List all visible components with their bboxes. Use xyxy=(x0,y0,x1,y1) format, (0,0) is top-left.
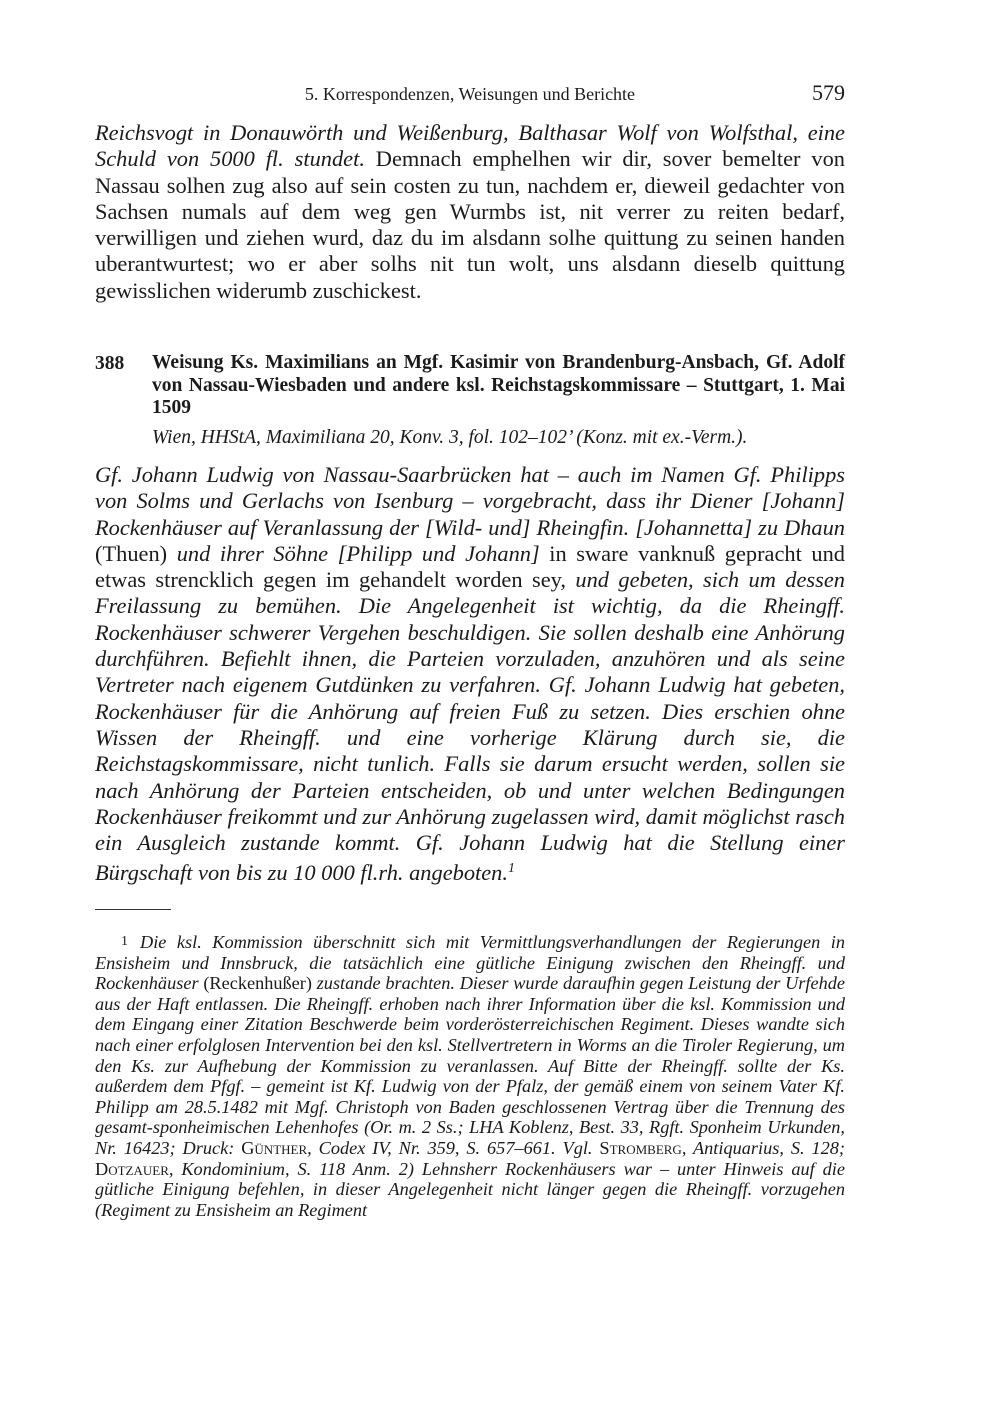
footnote-divider xyxy=(95,909,171,910)
document-number: 388 xyxy=(95,353,125,374)
footnote-text-1: Die ksl. Kommission überschnitt sich mit Vermittlungsverhandlungen der Regierungen in Ensisheim und Innsbruck, die tatsächlich eine gütliche Einigung zwischen den Rheingff. und Rockenhäuser xyxy=(95,932,845,994)
footnote-variant-name: (Reckenhußer) xyxy=(203,973,312,994)
regest-paragraph xyxy=(95,462,845,887)
document-title: Weisung Ks. Maximilians an Mgf. Kasimir von Brandenburg-Ansbach, Gf. Adolf von Nassau-Wiesbaden und andere ksl. Reichstagskommissare – Stuttgart, 1. Mai 1509 xyxy=(152,352,845,418)
footnote-text-2: zustande brachten. Dieser wurde daraufhin gegen Leistung der Urfehde aus der Haft entlassen. Die Rheingff. erhoben nach ihrer Information über die ksl. Kommission und dem Eingang einer Zitation Beschwerde beim vorderösterreichischen Regiment. Dieses wandte sich nach einer erfolglosen Intervention bei den ksl. Stellvertretern in Worms an die Tiroler Regierung, um den Ks. zur Aufhebung der Kommission zu veranlassen. Auf Bitte der Rheingff. sollte der Ks. außerdem dem Pfgf. – gemeint ist Kf. Ludwig von der Pfalz, der gemäß einem von seinem Vater Kf. Philipp am 28.5.1482 mit Mgf. Christoph von Baden geschlossenen Vertrag über die Trennung des gesamt-sponheimischen Lehenhofes (Or. m. 2 Ss.; LHA Koblenz, Best. 33, Rgft. Sponheim Urkunden, Nr. 16423; Druck: xyxy=(95,973,845,1158)
footnote-1 xyxy=(95,932,845,1220)
regest-part-4: in sware vanknuß gepracht und etwas strencklich gegen im gehandelt worden sey, xyxy=(95,540,845,593)
footnote-text-4: , Antiquarius, S. 128; xyxy=(681,1137,845,1158)
footnote-mark: 1 xyxy=(121,934,128,949)
regest-part-1: Gf. Johann Ludwig von Nassau-Saarbrücken hat – auch im Namen Gf. Philipps von Solms und Gerlachs von Isenburg – vorgebracht, dass ihr Diener [Johann] Rockenhäuser auf Veranlassung der [Wild- und] Rheingfin. [Johannetta] zu Dhaun xyxy=(95,462,845,540)
intro-paragraph xyxy=(95,120,845,304)
document-heading xyxy=(95,352,845,449)
footnote-reference[interactable]: 1 xyxy=(507,861,515,877)
footnote-text-3: , Codex IV, Nr. 359, S. 657–661. Vgl. xyxy=(307,1137,600,1158)
regest-part-3: und ihrer Söhne [Philipp und Johann] xyxy=(176,540,540,566)
document-source: Wien, HHStA, Maximiliana 20, Konv. 3, fol. 102–102’ (Konz. mit ex.-Verm.). xyxy=(152,426,748,448)
intro-italic-lead: Reichsvogt in Donauwörth und Weißenburg, Balthasar Wolf von Wolfsthal, eine Schuld von 5000 fl. stundet. xyxy=(95,120,845,172)
running-head-title: 5. Korrespondenzen, Weisungen und Berichte xyxy=(304,84,636,104)
footnote-author-guenther: Günther xyxy=(241,1137,308,1158)
footnote-text-5: , Kondominium, S. 118 Anm. 2) Lehnsherr Rockenhäusers war – unter Hinweis auf die gütliche Einigung befehlen, in dieser Angelegenheit nicht länger gegen die Rheingff. vorzugehen (Regiment zu Ensisheim an Regiment xyxy=(95,1158,845,1220)
page-number: 579 xyxy=(812,80,845,105)
intro-quoted-text: Demnach emphelhen wir dir, sover bemelter von Nassau solhen zug also auf sein costen zu tun, nachdem er, dieweil gedachter von Sachsen numals auf dem weg gen Wurmbs ist, nit verrer zu reiten bedarf, verwilligen und ziehen wurd, daz du im alsdann solhe quittung zu seinen handen uberantwurtest; wo er aber solhs nit tun wolt, uns alsdann dieselb quittung gewisslichen widerumb zuschickest. xyxy=(95,146,845,303)
regest-part-5: und gebeten, sich um dessen Freilassung zu bemühen. Die Angelegenheit ist wichtig, da die Rheingff. Rockenhäuser schwerer Vergehen beschuldigen. Sie sollen deshalb eine Anhörung durchführen. Befiehlt ihnen, die Parteien vorzuladen, anzuhören und als seine Vertreter nach eigenem Gutdünken zu verfahren. Gf. Johann Ludwig hat gebeten, Rockenhäuser für die Anhörung auf freien Fuß zu setzen. Dies erschien ohne Wissen der Rheingff. und eine vorherige Klärung durch sie, die Reichstagskommissare, nicht tunlich. Falls sie darum ersucht werden, sollen sie nach Anhörung der Parteien entscheiden, ob und unter welchen Bedingungen Rockenhäuser freikommt und zur Anhörung zugelassen wird, damit möglichst rasch ein Ausgleich zustande kommt. Gf. Johann Ludwig hat die Stellung einer Bürgschaft von bis zu 10 000 fl.rh. angeboten. xyxy=(95,567,845,886)
running-head xyxy=(95,80,845,110)
footnote-author-stromberg: Stromberg xyxy=(599,1137,682,1158)
regest-part-2: (Thuen) xyxy=(95,540,177,566)
footnote-author-dotzauer: Dotzauer xyxy=(95,1158,169,1179)
